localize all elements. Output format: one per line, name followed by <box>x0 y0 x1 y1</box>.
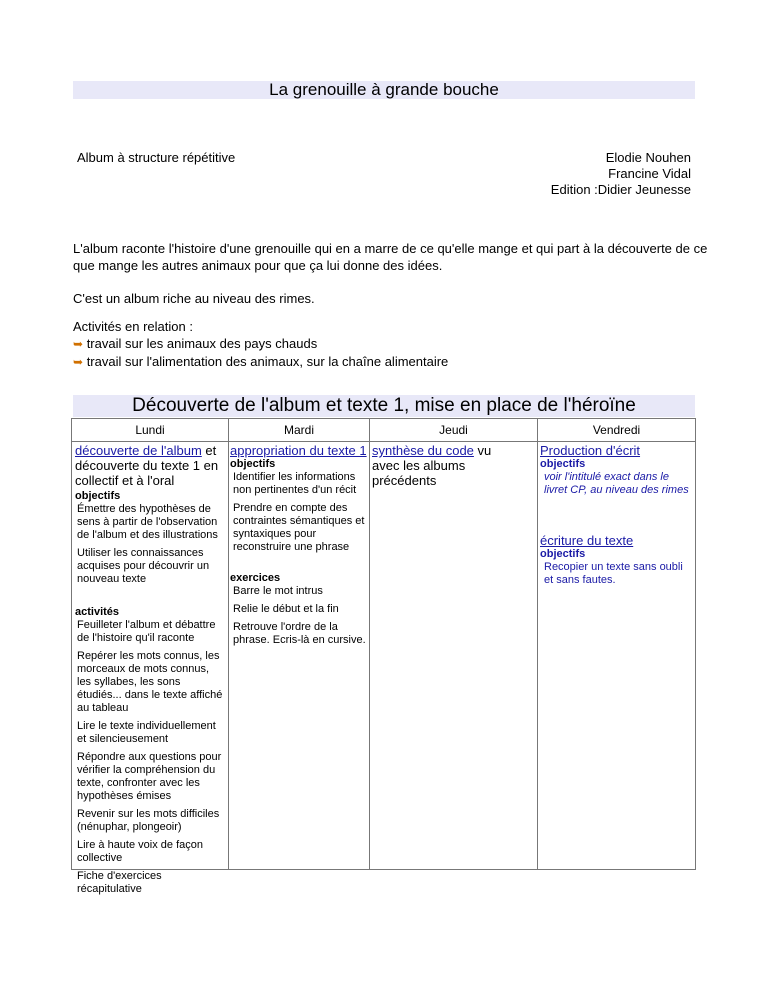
vendredi-objectifs2-label: objectifs <box>540 548 586 560</box>
activity-item: ➥ travail sur l'alimentation des animaux, sur la chaîne alimentaire <box>73 354 449 369</box>
jeudi-heading-link[interactable]: synthèse du code <box>372 443 474 458</box>
vendredi-heading-ecriture[interactable]: écriture du texte <box>540 533 634 548</box>
lundi-activite: Répondre aux questions pour vérifier la compréhension du texte, confronter avec les hypothèses émises <box>77 751 222 802</box>
author-2: Francine Vidal <box>608 166 691 181</box>
mardi-exercices-label: exercices <box>230 572 281 584</box>
vendredi-objectifs-label: objectifs <box>540 458 586 470</box>
column-lundi <box>72 419 229 895</box>
mardi-exercice: Relie le début et la fin <box>233 603 339 615</box>
mardi-objectif: Prendre en compte des contraintes sémantiques et syntaxiques pour reconstruire une phrase <box>233 502 365 553</box>
day-jeudi: Jeudi <box>439 423 468 437</box>
lundi-activite: Feuilleter l'album et débattre de l'histoire qu'il raconte <box>77 619 216 644</box>
lundi-activite: Revenir sur les mots difficiles (nénuphar, plongeoir) <box>77 808 220 833</box>
activity-item: ➥ travail sur les animaux des pays chauds <box>73 336 318 351</box>
column-mardi <box>229 419 370 869</box>
mardi-objectifs-label: objectifs <box>230 458 276 470</box>
lundi-activite: Repérer les mots connus, les morceaux de mots connus, les syllabes, les sons étudiés... dans le texte affiché au tableau <box>77 650 223 714</box>
vendredi-heading-production[interactable]: Production d'écrit <box>540 443 641 458</box>
lundi-activite: Fiche d'exercices récapitulative <box>77 870 162 895</box>
lundi-activite: Lire le texte individuellement et silencieusement <box>77 720 216 745</box>
column-jeudi <box>370 419 538 869</box>
mardi-heading[interactable]: appropriation du texte 1 <box>230 443 367 458</box>
authors-block <box>551 150 691 198</box>
author-1: Elodie Nouhen <box>605 150 691 165</box>
day-mardi: Mardi <box>283 423 314 437</box>
jeudi-heading: synthèse du code vu avec les albums précédents <box>372 443 492 488</box>
day-vendredi: Vendredi <box>592 423 641 437</box>
mardi-exercice: Barre le mot intrus <box>233 585 323 597</box>
page-title: La grenouille à grande bouche <box>73 81 695 99</box>
activities-title: Activités en relation : <box>73 319 193 334</box>
column-vendredi <box>538 419 695 869</box>
rhymes-text: C'est un album riche au niveau des rimes. <box>73 291 315 306</box>
lundi-heading: découverte de l'album et découverte du texte 1 en collectif et à l'oral <box>75 443 219 488</box>
vendredi-objectif2: Recopier un texte sans oubli et sans fautes. <box>544 561 683 586</box>
arrow-icon: ➥ <box>73 337 84 351</box>
lundi-heading-link[interactable]: découverte de l'album <box>75 443 202 458</box>
lundi-activites-label: activités <box>75 606 120 618</box>
lundi-objectifs-label: objectifs <box>75 490 121 502</box>
arrow-icon: ➥ <box>73 355 84 369</box>
schedule-table <box>71 418 696 895</box>
section-title: Découverte de l'album et texte 1, mise en place de l'héroïne <box>73 395 695 417</box>
mardi-exercice: Retrouve l'ordre de la phrase. Ecris-là en cursive. <box>233 621 366 646</box>
lundi-objectif: Émettre des hypothèses de sens à partir de l'observation de l'album et des illustrations <box>77 503 218 541</box>
lundi-objectif: Utiliser les connaissances acquises pour découvrir un nouveau texte <box>77 547 210 585</box>
activities-block <box>73 318 713 371</box>
vendredi-objectif: voir l'intitulé exact dans le livret CP, au niveau des rimes <box>544 471 689 496</box>
album-type: Album à structure répétitive <box>77 150 236 165</box>
mardi-objectif: Identifier les informations non pertinentes d'un récit <box>233 471 357 496</box>
summary-text: L'album raconte l'histoire d'une grenouille qui en a marre de ce qu'elle mange et qui part à la découverte de ce que mange les autres animaux pour que ça lui donne des idées. <box>73 241 708 273</box>
publisher: Edition :Didier Jeunesse <box>550 182 691 197</box>
day-lundi: Lundi <box>135 423 165 437</box>
lundi-activite: Lire à haute voix de façon collective <box>77 839 203 864</box>
